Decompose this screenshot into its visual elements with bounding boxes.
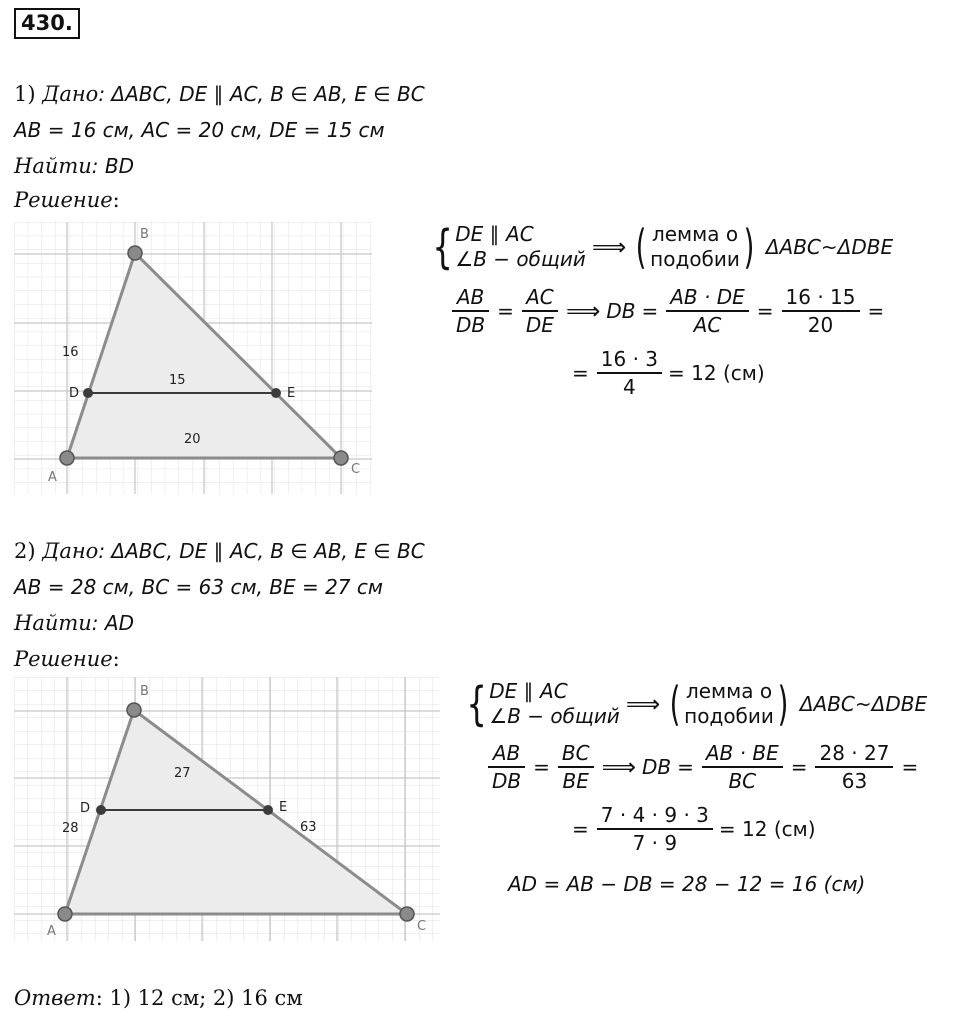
fig1-label-a: A [48, 470, 57, 485]
p2-system-row [462, 679, 927, 729]
p1-sys-line1: DE ∥ AC [455, 222, 534, 246]
p1-given-line [14, 82, 425, 106]
fig1-point-d [83, 388, 93, 398]
p1-given: : ΔABC, DE ∥ AC, B ∈ AB, E ∈ BC [98, 82, 425, 106]
figure-1 [14, 222, 372, 494]
p1-find-word: Найти [14, 154, 92, 178]
p1-given-word: Дано [42, 82, 99, 106]
p2-find-word: Найти [14, 611, 92, 635]
p2-find: : AD [91, 611, 134, 635]
figure-2 [14, 677, 440, 941]
p2-sys-line1: DE ∥ AC [489, 679, 568, 703]
fig1-length-ac: 20 [184, 432, 201, 447]
fig1-label-c: C [351, 462, 361, 477]
p2-frac-28-27-63: $\frac{28 \cdot 27}{63}$ [815, 740, 893, 794]
p1-find: : BD [91, 154, 135, 178]
p1-find-line [14, 154, 134, 178]
p2-values: AB = 28 см, BC = 63 см, BE = 27 см [14, 575, 383, 599]
fig2-label-d: D [80, 801, 91, 816]
fig2-label-b: B [140, 684, 149, 699]
p1-proportion-row: $\frac{AB}{DB}$ = $\frac{AC}{DE}$ ⟹ DB = $\frac{AB \cdot DE}{AC}$ = $\frac{16 \cdot 15}{20}$ = [450, 284, 890, 338]
p2-lemma: ( лемма о подобии ) [669, 677, 789, 731]
p1-lemma-line1: лемма о [651, 222, 739, 246]
p1-frac-abde-ac: $\frac{AB \cdot DE}{AC}$ [666, 284, 749, 338]
p1-frac-16-3-4: $\frac{16 \cdot 3}{4}$ [597, 346, 662, 400]
fig2-point-d [96, 805, 106, 815]
p1-frac-ab-db: $\frac{AB}{DB}$ [452, 284, 489, 338]
p2-implies-1: ⟹ [625, 690, 661, 718]
answer-text: : 1) 12 см; 2) 16 см [95, 986, 303, 1010]
fig1-point-a [60, 451, 74, 465]
p2-given: : ΔABC, DE ∥ AC, B ∈ AB, E ∈ BC [98, 539, 425, 563]
fig2-point-b [127, 703, 141, 717]
p2-similarity: ΔABC~ΔDBE [799, 692, 928, 716]
p2-final: AD = AB − DB = 28 − 12 = 16 (см) [508, 872, 866, 896]
fig2-label-e: E [279, 800, 288, 815]
p1-solution-line [14, 188, 120, 212]
p1-system-row [428, 222, 893, 272]
p1-lemma: ( лемма о подобии ) [635, 220, 755, 274]
p2-given-word: Дано [42, 539, 99, 563]
fig2-label-c: C [417, 919, 427, 934]
p2-result: = 12 (см) [718, 817, 816, 841]
p1-result: = 12 (см) [668, 361, 765, 385]
p1-values: AB = 16 см, AC = 20 см, DE = 15 см [14, 118, 385, 142]
p1-implies-1: ⟹ [591, 233, 627, 261]
p2-solution-line [14, 647, 120, 671]
p1-result-row: = $\frac{16 \cdot 3}{4}$ = 12 (см) [572, 347, 765, 399]
problem-number: 430. [14, 8, 80, 39]
p2-result-row: = $\frac{7 \cdot 4 \cdot 9 \cdot 3}{7 \cdot 9}$ = 12 (см) [572, 803, 816, 855]
p2-brace-icon: { [466, 677, 487, 731]
p1-solution-word: Решение [14, 188, 113, 212]
p2-label: 2) [14, 539, 36, 563]
p2-solution-word: Решение [14, 647, 113, 671]
fig1-length-de: 15 [169, 373, 186, 388]
p1-system [428, 222, 586, 272]
p1-lemma-line2: подобии [650, 247, 740, 271]
p2-find-line [14, 611, 134, 635]
p2-frac-7493-79: $\frac{7 \cdot 4 \cdot 9 \cdot 3}{7 \cdot 9}$ [597, 802, 713, 856]
p2-sys-line2: ∠B − общий [489, 704, 620, 728]
p1-similarity: ΔABC~ΔDBE [765, 235, 894, 259]
fig2-length-ab: 28 [62, 821, 79, 836]
fig2-point-a [58, 907, 72, 921]
p1-frac-16-15-20: $\frac{16 \cdot 15}{20}$ [782, 284, 860, 338]
fig2-point-e [263, 805, 273, 815]
fig2-length-bc: 63 [300, 820, 317, 835]
p1-label: 1) [14, 82, 36, 106]
p2-proportion-row: $\frac{AB}{DB}$ = $\frac{BC}{BE}$ ⟹ DB = $\frac{AB \cdot BE}{BC}$ = $\frac{28 \cdot 27}{63}$ = [486, 740, 924, 794]
fig2-label-a: A [47, 924, 56, 939]
p1-frac-ac-de: $\frac{AC}{DE}$ [522, 284, 558, 338]
p1-solution-colon: : [112, 188, 120, 212]
p1-brace-icon: { [432, 220, 453, 274]
p2-lemma-line2: подобии [684, 704, 774, 728]
fig2-point-c [400, 907, 414, 921]
fig1-point-b [128, 246, 142, 260]
fig2-length-be: 27 [174, 766, 191, 781]
answer-word: Ответ [14, 986, 96, 1010]
fig1-label-e: E [287, 386, 296, 401]
p1-sys-line2: ∠B − общий [455, 247, 586, 271]
p2-frac-abbe-bc: $\frac{AB \cdot BE}{BC}$ [702, 740, 783, 794]
fig1-label-b: B [140, 227, 149, 242]
fig1-label-d: D [69, 386, 80, 401]
fig1-point-e [271, 388, 281, 398]
p2-system [462, 679, 620, 729]
p2-frac-bc-be: $\frac{BC}{BE}$ [558, 740, 594, 794]
fig1-length-ab: 16 [62, 345, 79, 360]
answer-line [14, 986, 303, 1010]
p2-solution-colon: : [112, 647, 120, 671]
p2-given-line [14, 539, 425, 563]
p2-frac-ab-db: $\frac{AB}{DB}$ [488, 740, 525, 794]
p2-lemma-line1: лемма о [685, 679, 773, 703]
fig1-point-c [334, 451, 348, 465]
